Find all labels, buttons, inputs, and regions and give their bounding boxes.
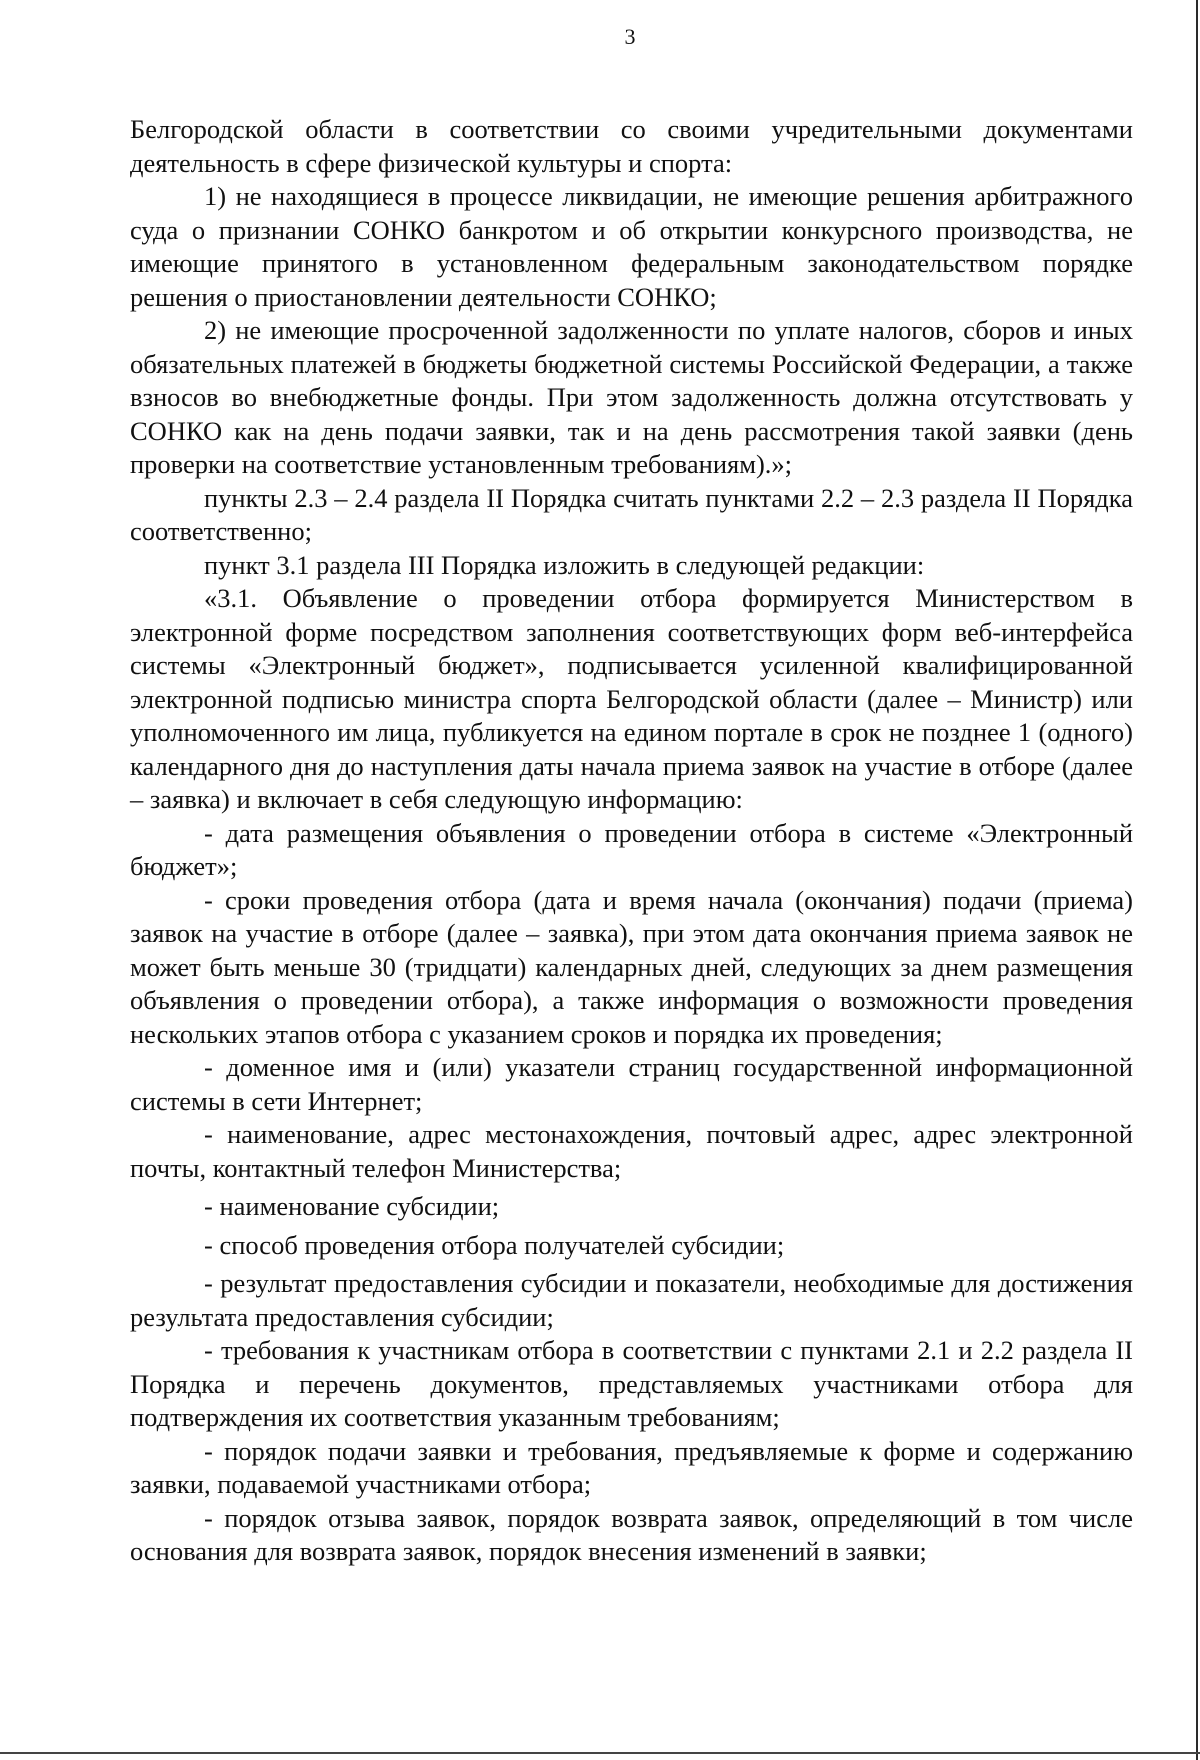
paragraph-intro: Белгородской области в соответствии со своими учредительными документами деятельность в сфере физической культуры и спорта:: [130, 114, 1133, 178]
paragraph-condition-1: 1) не находящиеся в процессе ликвидации, не имеющие решения арбитражного суда о признании СОНКО банкротом и об открытии конкурсного производства, не имеющие принятого в установленном федеральным законодательством порядке решения о приостановлении деятельности СОНКО;: [130, 181, 1133, 312]
document-body: [130, 113, 1133, 1569]
page-edge-bottom: [0, 1752, 1200, 1754]
list-item: - порядок подачи заявки и требования, предъявляемые к форме и содержанию заявки, подаваемой участниками отбора;: [130, 1435, 1133, 1499]
page-number: 3: [624, 24, 636, 49]
list-item: - доменное имя и (или) указатели страниц государственной информационной системы в сети Интернет;: [130, 1052, 1133, 1116]
list-item: - наименование субсидии;: [204, 1191, 500, 1221]
paragraph-amendment-3-1: пункт 3.1 раздела III Порядка изложить в следующей редакции:: [204, 549, 925, 580]
list-item: - дата размещения объявления о проведении отбора в системе «Электронный бюджет»;: [130, 817, 1133, 881]
paragraph-renumbering: пункты 2.3 – 2.4 раздела II Порядка считать пунктами 2.2 – 2.3 раздела II Порядка соответственно;: [130, 482, 1133, 546]
list-item: - порядок отзыва заявок, порядок возврата заявок, определяющий в том числе основания для возврата заявок, порядок внесения изменений в заявки;: [130, 1502, 1133, 1566]
list-item: - наименование, адрес местонахождения, почтовый адрес, адрес электронной почты, контактный телефон Министерства;: [130, 1119, 1133, 1183]
list-item: - требования к участникам отбора в соответствии с пунктами 2.1 и 2.2 раздела II Порядка и перечень документов, представляемых участниками отбора для подтверждения их соответствия указанным требованиям;: [130, 1335, 1133, 1432]
list-item: - результат предоставления субсидии и показатели, необходимые для достижения результата предоставления субсидии;: [130, 1268, 1133, 1332]
paragraph-announcement: «3.1. Объявление о проведении отбора формируется Министерством в электронной форме посредством заполнения соответствующих форм веб-интерфейса системы «Электронный бюджет», подписывается усиленной квалифицированной электронной подписью министра спорта Белгородской области (далее – Министр) или уполномоченного им лица, публикуется на едином портале в срок не позднее 1 (одного) календарного дня до наступления даты начала приема заявок на участие в отборе (далее – заявка) и включает в себя следующую информацию:: [130, 583, 1133, 814]
page-edge-right: [1196, 0, 1198, 1760]
list-item: - сроки проведения отбора (дата и время начала (окончания) подачи (приема) заявок на участие в отборе (далее – заявка), при этом дата окончания приема заявок не может быть меньше 30 (тридцати) календарных дней, следующих за днем размещения объявления о проведении отбора), а также информация о возможности проведения нескольких этапов отбора с указанием сроков и порядка их проведения;: [130, 884, 1133, 1049]
paragraph-condition-2: 2) не имеющие просроченной задолженности по уплате налогов, сборов и иных обязательных платежей в бюджеты бюджетной системы Российской Федерации, а также взносов во внебюджетные фонды. При этом задолженность должна отсутствовать у СОНКО как на день подачи заявки, так и на день рассмотрения такой заявки (день проверки на соответствие установленным требованиям).»;: [130, 315, 1133, 479]
list-item: - способ проведения отбора получателей субсидии;: [204, 1229, 785, 1260]
